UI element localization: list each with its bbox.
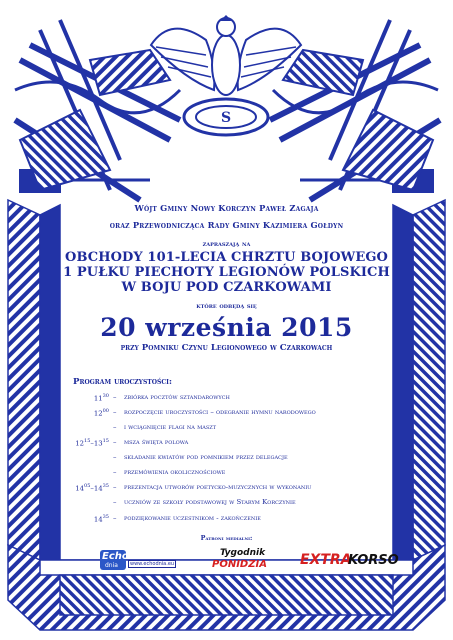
program-time-start: 14 — [75, 484, 85, 493]
extra-korso-logo — [300, 552, 400, 572]
program-time-start-minutes: 00 — [102, 408, 109, 414]
program-item-description: zbiórka pocztów sztandarowych — [124, 393, 230, 401]
program-time-start: 11 — [93, 394, 103, 403]
program-time-separator: – — [90, 439, 94, 448]
program-item-time — [64, 514, 109, 523]
program-item-description: podziękowanie uczestnikom - zakończenie — [124, 514, 261, 522]
program-item — [60, 514, 393, 526]
program-item-dash: – — [113, 468, 117, 476]
program-time-end-minutes: 35 — [102, 483, 109, 489]
echo-logo-url: www.echodnia.eu — [130, 561, 175, 567]
program-item — [60, 438, 393, 450]
program-item-dash: – — [113, 498, 117, 506]
program-item-dash: – — [113, 438, 117, 446]
media-patrons-logos — [100, 548, 400, 578]
program-time-end: 14 — [93, 484, 103, 493]
invite-text: zapraszają na — [202, 239, 251, 248]
program-item-description: i wciągnięcie flagi na maszt — [124, 423, 217, 431]
program-time-start-minutes: 05 — [84, 483, 91, 489]
tygodnik-logo-text: Tygodnik — [220, 548, 266, 558]
korso-logo-text: KORSO — [348, 553, 399, 568]
program-time-start-minutes: 30 — [102, 393, 109, 399]
event-title-line: OBCHODY 101-LECIA CHRZTU BOJOWEGO — [65, 250, 388, 265]
program-item-dash: – — [113, 453, 117, 461]
program-time-start: 12 — [93, 409, 103, 418]
event-place: przy Pomniku Czynu Legionowego w Czarkowach — [120, 343, 333, 353]
program-item-time — [64, 393, 109, 402]
program-item-description: przemówienia okolicznościowe — [124, 468, 226, 476]
program-item-dash: – — [113, 483, 117, 491]
extra-logo-text: EXTRA — [300, 552, 352, 568]
program-item-description: składanie kwiatów pod pomnikiem przez delegacje — [124, 453, 288, 461]
program-time-separator: – — [90, 484, 94, 493]
event-title-line: 1 PUŁKU PIECHOTY LEGIONÓW POLSKICH — [63, 265, 390, 280]
ribbon-right — [393, 200, 445, 560]
program-time-start-minutes: 35 — [102, 514, 109, 520]
program-item-description: prezentacja utworów poetycko-muzycznych w wykonaniu — [124, 483, 312, 491]
program-time-start: 14 — [93, 515, 103, 524]
media-patrons-label: Patroni medialni: — [200, 535, 253, 542]
echo-logo-subtext: dnia — [105, 562, 118, 569]
program-item-dash: – — [113, 408, 117, 416]
program-item — [60, 498, 393, 510]
program-item — [60, 483, 393, 495]
ribbon-left — [8, 200, 60, 560]
program-item-description: msza święta polowa — [124, 438, 189, 446]
organizer-line: Wójt Gminy Nowy Korczyn Paweł Zagaja — [134, 203, 319, 213]
program-item-time — [64, 438, 109, 447]
event-title-line: W BOJU POD CZARKOWAMI — [121, 280, 332, 295]
echo-logo-text: Echo — [102, 551, 129, 562]
ponidzia-logo-text: PONIDZIA — [212, 559, 267, 570]
program-header: Program uroczystości: — [73, 377, 173, 387]
program-item-dash: – — [113, 393, 117, 401]
will-take-place-text: które odbędą się — [196, 301, 257, 310]
svg-text:S: S — [220, 110, 232, 126]
program-item-time — [64, 483, 109, 492]
event-date: 20 września 2015 — [100, 313, 353, 342]
echo-dnia-logo — [100, 550, 175, 574]
program-item-dash: – — [113, 514, 117, 522]
program-item — [60, 423, 393, 435]
program-item — [60, 468, 393, 480]
program-time-end-minutes: 15 — [102, 438, 109, 444]
program-time-start: 12 — [75, 439, 85, 448]
program-item — [60, 393, 393, 405]
program-time-end: 13 — [93, 439, 103, 448]
tygodnik-ponidzia-logo — [212, 548, 282, 574]
event-title — [60, 250, 393, 295]
program-item — [60, 408, 393, 420]
program-item-description: uczniów ze szkoły podstawowej w Starym Korczynie — [124, 498, 296, 506]
program-item-dash: – — [113, 423, 117, 431]
program-item — [60, 453, 393, 465]
program-time-start-minutes: 15 — [84, 438, 91, 444]
program-item-description: rozpoczęcie uroczystości – odegranie hymnu narodowego — [124, 408, 316, 416]
co-organizer-line: oraz Przewodnicząca Rady Gminy Kazimiera Gołdyn — [109, 220, 344, 230]
program-item-time — [64, 408, 109, 417]
